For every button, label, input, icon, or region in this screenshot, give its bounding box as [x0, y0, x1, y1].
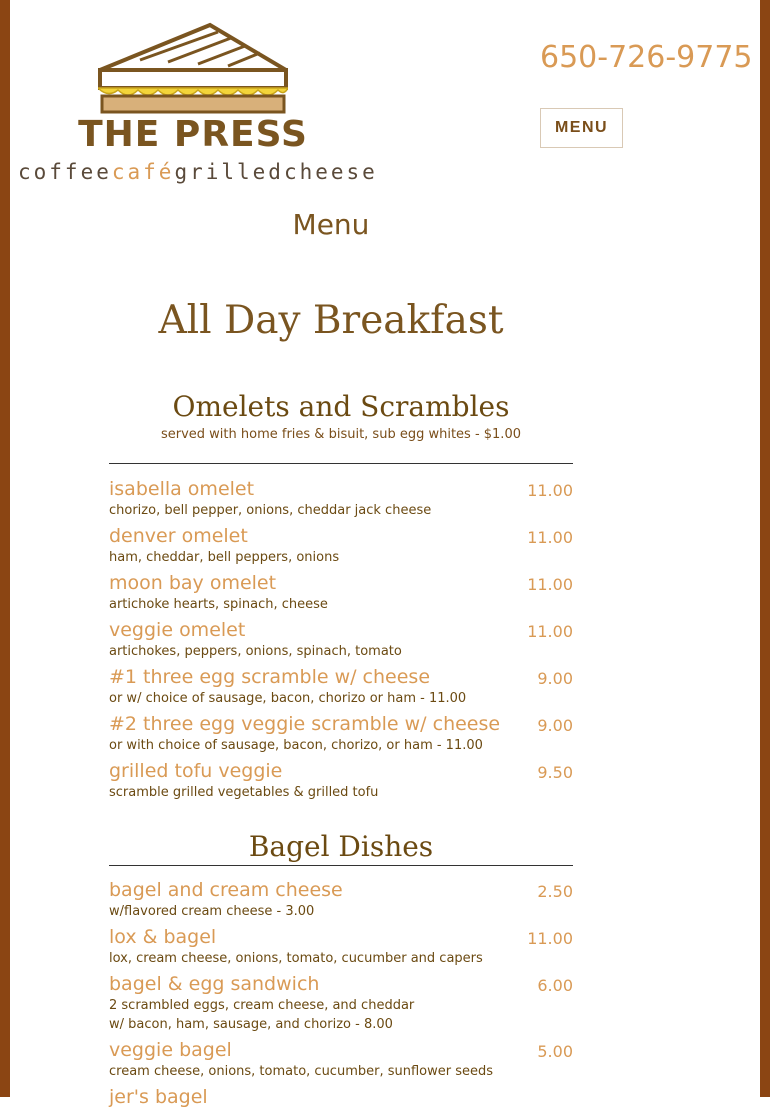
page-frame-right: [760, 0, 770, 1097]
menu-item: [109, 712, 573, 755]
menu-item-price: 5.00: [537, 1042, 573, 1061]
menu-item: [109, 1085, 573, 1109]
logo-tagline-cafe: café: [111, 160, 175, 184]
page-frame-left: [0, 0, 10, 1097]
logo-tagline: [18, 160, 380, 184]
section-title: All Day Breakfast: [158, 298, 504, 343]
menu-item-desc: or with choice of sausage, bacon, chorizo, or ham - 11.00: [109, 738, 483, 753]
menu-item-price: 11.00: [527, 929, 573, 948]
phone-number-link[interactable]: 650-726-9775: [540, 40, 753, 75]
menu-item-price: 11.00: [527, 528, 573, 547]
menu-item: [109, 571, 573, 614]
menu-item-price: 6.00: [537, 976, 573, 995]
menu-item-name: grilled tofu veggie: [109, 760, 283, 782]
menu-item-name: veggie bagel: [109, 1039, 232, 1061]
menu-item-desc: w/flavored cream cheese - 3.00: [109, 904, 315, 919]
menu-item-name: #2 three egg veggie scramble w/ cheese: [109, 713, 501, 735]
menu-item-name: veggie omelet: [109, 619, 246, 641]
category-divider: [109, 463, 573, 464]
menu-item-name: #1 three egg scramble w/ cheese: [109, 666, 431, 688]
menu-item-name: lox & bagel: [109, 926, 217, 948]
menu-category-omelets: [109, 390, 573, 802]
menu-item-desc: cream cheese, onions, tomato, cucumber, sunflower seeds: [109, 1064, 494, 1079]
category-divider: [109, 865, 573, 866]
menu-item: [109, 925, 573, 968]
sandwich-logo-icon: [98, 22, 288, 114]
site-logo[interactable]: [18, 22, 380, 187]
menu-item-desc: scramble grilled vegetables & grilled tofu: [109, 785, 379, 800]
menu-item-desc-2: w/ bacon, ham, sausage, and chorizo - 8.00: [109, 1017, 393, 1032]
menu-item: [109, 759, 573, 802]
logo-tagline-coffee: coffee: [18, 160, 112, 184]
menu-item-name: jer's bagel: [109, 1086, 208, 1108]
menu-item-price: 11.00: [527, 481, 573, 500]
menu-item-price: 11.00: [527, 575, 573, 594]
menu-item-price: 9.00: [537, 716, 573, 735]
menu-item: [109, 665, 573, 708]
menu-item-name: denver omelet: [109, 525, 248, 547]
menu-item-desc: lox, cream cheese, onions, tomato, cucumber and capers: [109, 951, 483, 966]
menu-item-desc: artichoke hearts, spinach, cheese: [109, 597, 328, 612]
menu-item-desc: 2 scrambled eggs, cream cheese, and cheddar: [109, 998, 415, 1013]
logo-tagline-grilledcheese: grilledcheese: [174, 160, 378, 184]
menu-item-price: 11.00: [527, 622, 573, 641]
menu-item: [109, 1038, 573, 1081]
logo-title: THE PRESS: [78, 114, 308, 155]
category-note: served with home fries & bisuit, sub egg whites - $1.00: [160, 427, 521, 442]
menu-category-bagel-dishes: [109, 830, 573, 1109]
menu-item-price: 2.50: [537, 882, 573, 901]
category-title: Bagel Dishes: [248, 830, 434, 863]
category-title: Omelets and Scrambles: [172, 390, 510, 423]
menu-item-name: bagel & egg sandwich: [109, 973, 320, 995]
menu-item-desc: ham, cheddar, bell peppers, onions: [109, 550, 340, 565]
menu-item-desc: or w/ choice of sausage, bacon, chorizo or ham - 11.00: [109, 691, 467, 706]
menu-button[interactable]: MENU: [540, 108, 623, 148]
page-title: Menu: [292, 208, 370, 241]
menu-item: [109, 972, 573, 1034]
menu-item-name: moon bay omelet: [109, 572, 277, 594]
menu-item: [109, 524, 573, 567]
menu-item-name: isabella omelet: [109, 478, 255, 500]
menu-item-desc: chorizo, bell pepper, onions, cheddar jack cheese: [109, 503, 432, 518]
menu-item: [109, 878, 573, 921]
menu-item: [109, 477, 573, 520]
menu-item: [109, 618, 573, 661]
menu-item-price: 9.00: [537, 669, 573, 688]
menu-item-desc: artichokes, peppers, onions, spinach, tomato: [109, 644, 402, 659]
menu-item-price: 9.50: [537, 763, 573, 782]
menu-item-name: bagel and cream cheese: [109, 879, 343, 901]
